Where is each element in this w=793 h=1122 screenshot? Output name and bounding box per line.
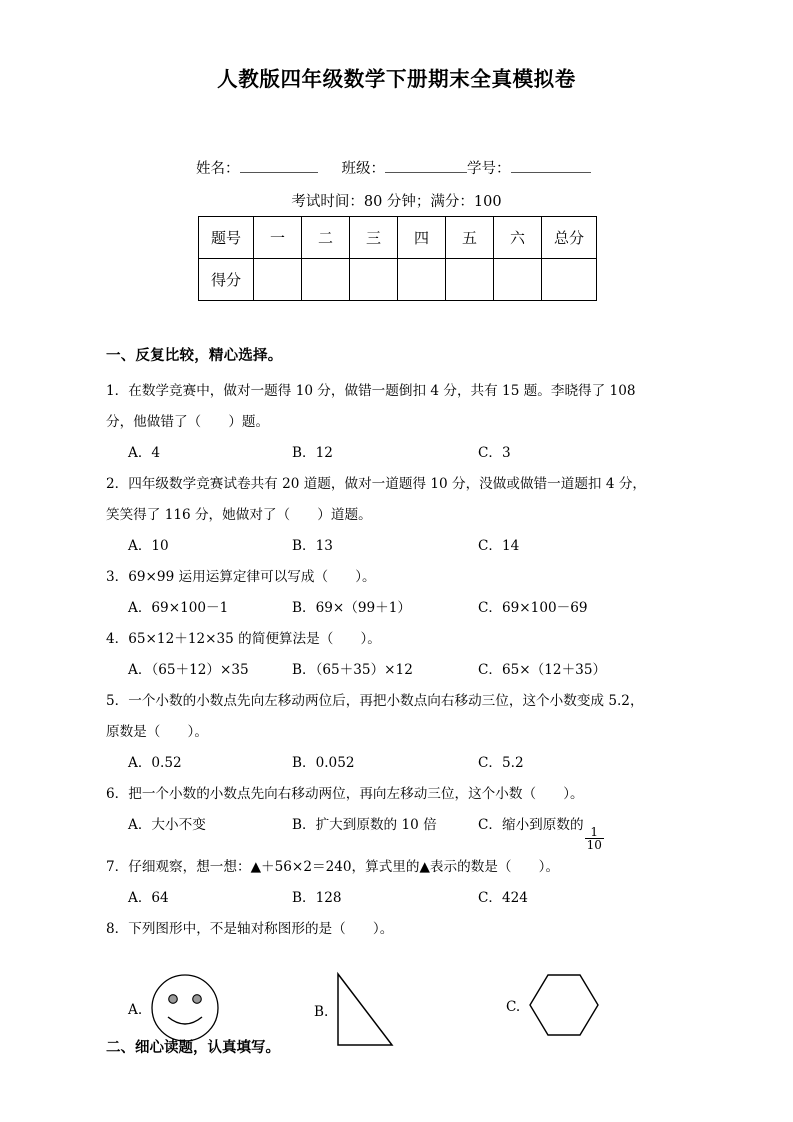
question-2 [106, 469, 696, 562]
question-2-line-2: 笑笑得了 116 分，她做对了（ ）道题。 [106, 507, 372, 523]
question-3-line-1: 3．69×99 运用运算定律可以写成（ ）。 [106, 569, 376, 585]
question-4-line-1: 4．65×12＋12×35 的简便算法是（ ）。 [106, 631, 381, 647]
right-triangle-icon [334, 971, 396, 1053]
question-8-option-a-label: A. [128, 1001, 143, 1018]
column-header-1: 一 [254, 217, 302, 259]
question-4-option-c[interactable]: C．65×（12＋35） [478, 662, 607, 678]
question-2-options [106, 531, 696, 562]
fraction-one-tenth [585, 826, 604, 852]
question-5 [106, 686, 696, 779]
question-6-option-c[interactable] [478, 810, 678, 852]
question-7-option-c[interactable]: C．424 [478, 889, 528, 906]
question-5-options [106, 748, 696, 779]
hexagon-icon [526, 971, 602, 1043]
student-id-label: 学号： [467, 161, 511, 177]
column-header-5: 五 [446, 217, 494, 259]
class-input-blank[interactable] [385, 158, 467, 173]
score-cell-6[interactable] [494, 259, 542, 301]
class-label: 班级： [341, 161, 385, 177]
question-8-line-1: 8．下列图形中，不是轴对称图形的是（ ）。 [106, 920, 394, 937]
question-5-option-a[interactable]: A．0.52 [128, 755, 182, 771]
table-row-header [199, 217, 597, 259]
question-8-option-c[interactable] [506, 971, 602, 1043]
question-6 [106, 779, 696, 852]
section-heading-1: 一、反复比较，精心选择。 [106, 348, 283, 364]
student-id-input-blank[interactable] [511, 158, 591, 173]
name-input-blank[interactable] [240, 158, 318, 173]
question-content [106, 344, 696, 1061]
column-header-3: 三 [350, 217, 398, 259]
section-heading-2: 二、细心读题，认真填写。 [106, 1040, 280, 1056]
question-8-option-c-label: C. [506, 998, 521, 1015]
question-4-option-a[interactable]: A．（65＋12）×35 [128, 662, 249, 678]
question-7-options [106, 883, 696, 914]
identity-row [196, 157, 616, 178]
row-label-question-no: 题号 [199, 217, 254, 259]
question-5-line-2: 原数是（ ）。 [106, 724, 208, 740]
question-2-option-c[interactable]: C．14 [478, 538, 520, 554]
question-7-line-1: 7．仔细观察，想一想：▲＋56×2＝240，算式里的▲表示的数是（ ）。 [106, 858, 560, 875]
question-6-options [106, 810, 696, 852]
question-5-option-b[interactable]: B．0.052 [292, 755, 355, 771]
column-header-total: 总分 [542, 217, 597, 259]
score-cell-total[interactable] [542, 259, 597, 301]
question-8-option-b[interactable] [314, 971, 396, 1053]
question-7 [106, 852, 696, 914]
column-header-2: 二 [302, 217, 350, 259]
question-6-option-c-text: C．缩小到原数的 [478, 817, 584, 833]
score-cell-1[interactable] [254, 259, 302, 301]
question-2-option-a[interactable]: A．10 [128, 538, 169, 554]
question-1-option-b[interactable]: B．12 [292, 445, 333, 461]
question-3-options [106, 593, 696, 624]
question-1-line-1: 1．在数学竞赛中，做对一题得 10 分，做错一题倒扣 4 分，共有 15 题。李晓得了 108 [106, 383, 636, 399]
question-8-option-b-label: B. [314, 1003, 329, 1020]
question-5-option-c[interactable]: C．5.2 [478, 755, 524, 771]
question-5-line-1: 5．一个小数的小数点先向左移动两位后，再把小数点向右移动三位，这个小数变成 5.2， [106, 693, 644, 709]
question-7-option-a[interactable]: A．64 [128, 889, 169, 906]
row-label-score: 得分 [199, 259, 254, 301]
score-table [198, 216, 597, 301]
score-cell-5[interactable] [446, 259, 494, 301]
question-1-option-c[interactable]: C．3 [478, 445, 511, 461]
question-6-option-b[interactable]: B．扩大到原数的 10 倍 [292, 817, 437, 833]
question-1-line-2: 分，他做错了（ ）题。 [106, 414, 270, 430]
page-title: 人教版四年级数学下册期末全真模拟卷 [217, 67, 576, 91]
exam-meta: 考试时间：80 分钟；满分：100 [291, 194, 502, 210]
question-2-line-1: 2．四年级数学竞赛试卷共有 20 道题，做对一道题得 10 分，没做或做错一道题扣 4 分， [106, 476, 647, 492]
question-3-option-b[interactable]: B．69×（99＋1） [292, 600, 411, 616]
fraction-denominator: 10 [586, 838, 602, 853]
score-cell-2[interactable] [302, 259, 350, 301]
question-1-options [106, 438, 696, 469]
question-3 [106, 562, 696, 624]
question-6-line-1: 6．把一个小数的小数点先向右移动两位，再向左移动三位，这个小数（ ）。 [106, 786, 584, 802]
question-3-option-c[interactable]: C．69×100－69 [478, 600, 588, 616]
question-3-option-a[interactable]: A．69×100－1 [128, 600, 229, 616]
question-4-options [106, 655, 696, 686]
score-cell-3[interactable] [350, 259, 398, 301]
question-2-option-b[interactable]: B．13 [292, 538, 333, 554]
question-4-option-b[interactable]: B．（65＋35）×12 [292, 662, 413, 678]
column-header-4: 四 [398, 217, 446, 259]
question-7-option-b[interactable]: B．128 [292, 889, 342, 906]
question-1-option-a[interactable]: A．4 [128, 445, 161, 461]
column-header-6: 六 [494, 217, 542, 259]
fraction-numerator: 1 [590, 824, 599, 839]
question-6-option-a[interactable]: A．大小不变 [128, 817, 206, 833]
name-label: 姓名： [196, 161, 240, 177]
score-cell-4[interactable] [398, 259, 446, 301]
question-1 [106, 376, 696, 469]
table-row-score [199, 259, 597, 301]
question-4 [106, 624, 696, 686]
